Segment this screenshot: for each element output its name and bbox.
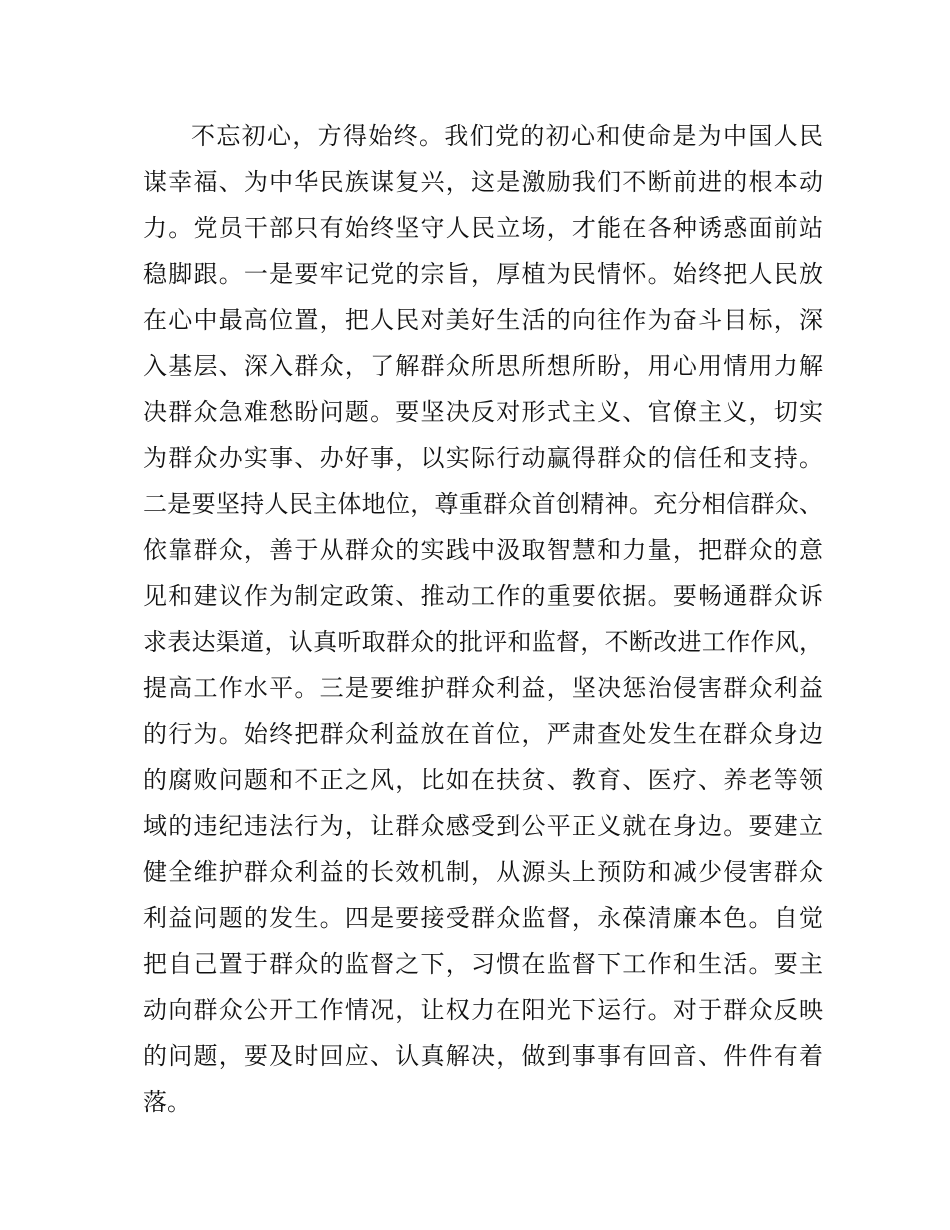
paragraph-line: 健全维护群众利益的长效机制，从源头上预防和减少侵害群众 [143,858,823,886]
paragraph-line: 的腐败问题和不正之风，比如在扶贫、教育、医疗、养老等领 [143,766,823,794]
paragraph-line: 落。 [143,1088,191,1116]
paragraph-line: 谋幸福、为中华民族谋复兴，这是激励我们不断前进的根本动 [143,168,823,196]
paragraph-line: 依靠群众，善于从群众的实践中汲取智慧和力量，把群众的意 [143,536,823,564]
paragraph-line: 入基层、深入群众，了解群众所思所想所盼，用心用情用力解 [143,352,823,380]
paragraph-line: 求表达渠道，认真听取群众的批评和监督，不断改进工作作风， [143,628,823,656]
paragraph-line: 力。党员干部只有始终坚守人民立场，才能在各种诱惑面前站 [143,214,823,242]
paragraph-line: 在心中最高位置，把人民对美好生活的向往作为奋斗目标，深 [143,306,823,334]
paragraph-line: 动向群众公开工作情况，让权力在阳光下运行。对于群众反映 [143,996,823,1024]
paragraph-line: 见和建议作为制定政策、推动工作的重要依据。要畅通群众诉 [143,582,823,610]
paragraph-line: 为群众办实事、办好事，以实际行动赢得群众的信任和支持。 [143,444,823,472]
paragraph-line: 的行为。始终把群众利益放在首位，严肃查处发生在群众身边 [143,720,823,748]
paragraph-line: 二是要坚持人民主体地位，尊重群众首创精神。充分相信群众、 [143,490,823,518]
paragraph-line: 的问题，要及时回应、认真解决，做到事事有回音、件件有着 [143,1042,823,1070]
paragraph-line: 域的违纪违法行为，让群众感受到公平正义就在身边。要建立 [143,812,823,840]
paragraph-line: 提高工作水平。三是要维护群众利益，坚决惩治侵害群众利益 [143,674,823,702]
paragraph-line: 利益问题的发生。四是要接受群众监督，永葆清廉本色。自觉 [143,904,823,932]
paragraph-line: 不忘初心，方得始终。我们党的初心和使命是为中国人民 [191,122,823,150]
paragraph-line: 决群众急难愁盼问题。要坚决反对形式主义、官僚主义，切实 [143,398,823,426]
body-paragraph [143,113,823,1125]
paragraph-line: 把自己置于群众的监督之下，习惯在监督下工作和生活。要主 [143,950,823,978]
paragraph-line: 稳脚跟。一是要牢记党的宗旨，厚植为民情怀。始终把人民放 [143,260,823,288]
